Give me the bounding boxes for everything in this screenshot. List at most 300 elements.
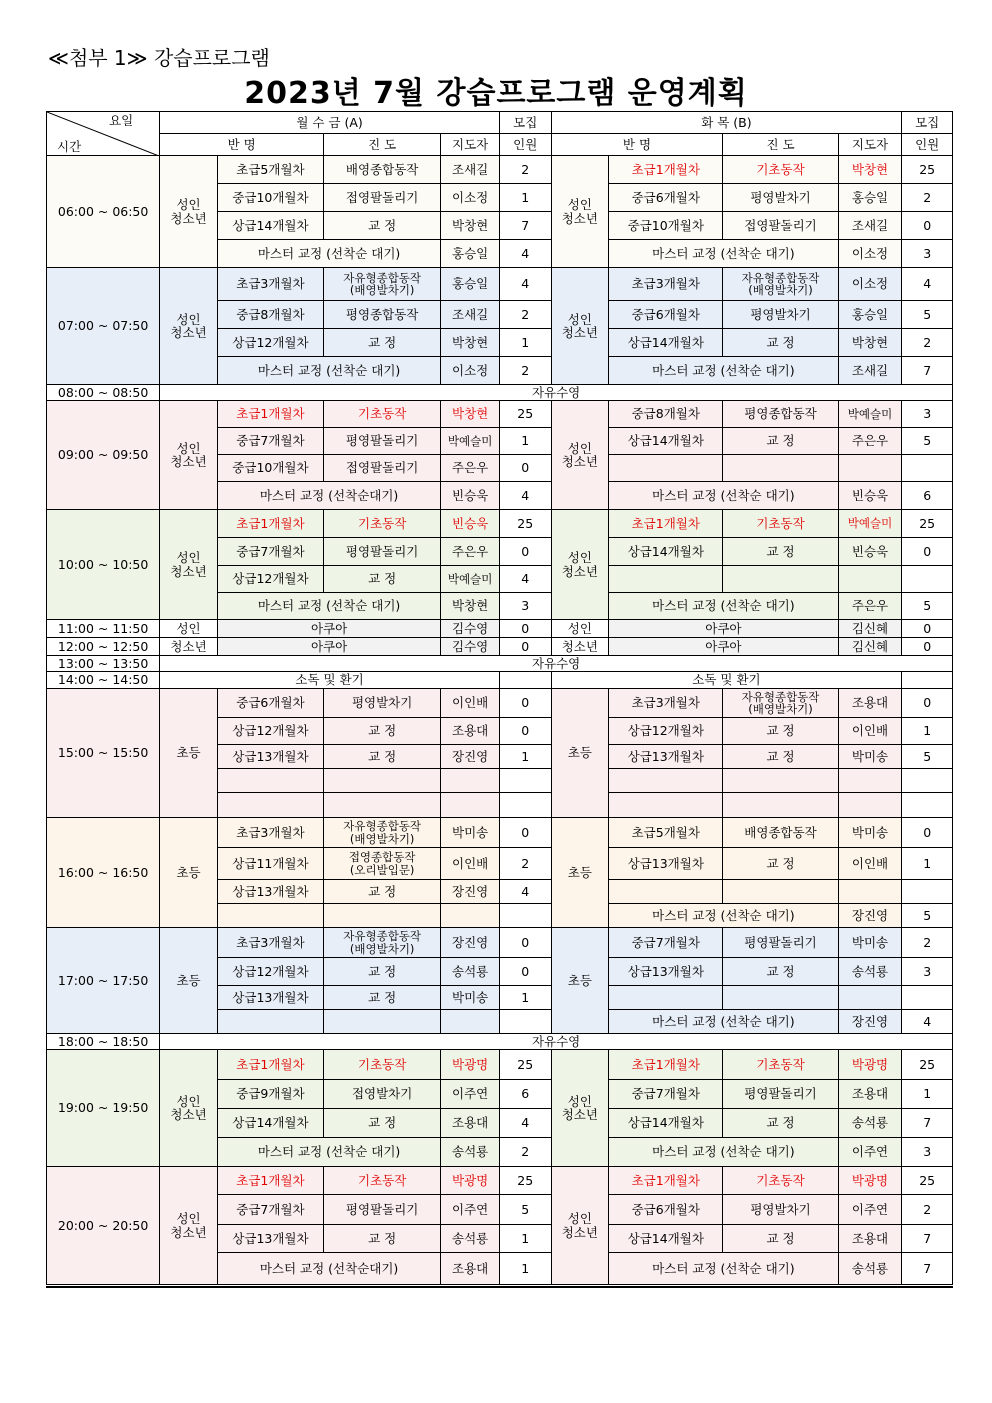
- aqua-class-b: 아쿠아: [609, 638, 839, 656]
- instructor-b: 주은우: [838, 593, 902, 620]
- class-name-b: 초급3개월차: [609, 689, 723, 718]
- recruit-count-b: 1: [902, 848, 953, 880]
- class-name-a: 상급11개월차: [217, 848, 323, 880]
- recruit-count-a: 0: [499, 538, 551, 566]
- master-class-b: 마스터 교정 (선착순 대기): [609, 1138, 839, 1167]
- progress-a: 평영팔돌리기: [324, 538, 441, 566]
- recruit-header-b: 모집: [902, 112, 953, 134]
- progress-a: 평영종합동작: [324, 301, 441, 329]
- progress-b: 배영종합동작: [723, 818, 838, 848]
- group-a: 초등: [160, 689, 218, 818]
- aqua-class-a: 아쿠아: [217, 638, 440, 656]
- recruit-count-b: 0: [902, 212, 953, 240]
- progress-a: 평영발차기: [324, 689, 441, 718]
- instructor-a: 조새길: [441, 156, 500, 184]
- instructor-b: [838, 986, 902, 1010]
- day-label: 요일: [109, 113, 134, 128]
- class-name-a: 초급5개월차: [217, 156, 323, 184]
- group-a: 초등: [160, 818, 218, 928]
- progress-b: [723, 986, 838, 1010]
- schedule-row: [47, 689, 953, 718]
- recruit-count-b: 5: [902, 593, 953, 620]
- recruit-count-a: 4: [499, 880, 551, 904]
- master-class-b: 마스터 교정 (선착순 대기): [609, 593, 839, 620]
- instructor-b: 송석룡: [838, 958, 902, 986]
- instructor-b: 송석룡: [838, 1253, 902, 1285]
- instructor-a: 조용대: [441, 1109, 500, 1138]
- instructor-b: 이인배: [838, 718, 902, 745]
- progress-a: 접영발차기: [324, 1080, 441, 1109]
- time-slot: 06:00 ~ 06:50: [47, 156, 160, 268]
- class-name-a: 상급13개월차: [217, 1225, 323, 1253]
- progress-b: 교 정: [723, 848, 838, 880]
- recruit-count-a: 25: [499, 1167, 551, 1195]
- class-name-a: 초급3개월차: [217, 268, 323, 301]
- class-name-a: [217, 904, 323, 928]
- master-class-a: 마스터 교정 (선착순 대기): [217, 240, 440, 268]
- instructor-a: 주은우: [441, 538, 500, 566]
- class-name-a: 상급12개월차: [217, 329, 323, 357]
- recruit-count-b: 25: [902, 510, 953, 538]
- recruit-count-b: [902, 769, 953, 793]
- instructor-b: 조용대: [838, 1225, 902, 1253]
- recruit-count-b: 3: [902, 1138, 953, 1167]
- progress-b: 교 정: [723, 538, 838, 566]
- instructor-b: 박창현: [838, 156, 902, 184]
- group-b: 초등: [551, 818, 609, 928]
- progress-a: 교 정: [324, 1225, 441, 1253]
- progress-a: 교 정: [324, 1109, 441, 1138]
- group-b: 성인 청소년: [551, 1167, 609, 1285]
- class-name-a: 초급3개월차: [217, 818, 323, 848]
- progress-a: 교 정: [324, 958, 441, 986]
- group-a: 성인: [160, 620, 218, 638]
- instructor-b: 장진영: [838, 904, 902, 928]
- progress-a: 교 정: [324, 880, 441, 904]
- progress-b: 기초동작: [723, 1167, 838, 1195]
- schedule-row: [47, 818, 953, 848]
- instructor-a: 홍승일: [441, 240, 500, 268]
- time-slot: 11:00 ~ 11:50: [47, 620, 160, 638]
- recruit-count-b: 2: [902, 329, 953, 357]
- progress-a: 평영팔돌리기: [324, 428, 441, 455]
- class-name-a: 중급10개월차: [217, 184, 323, 212]
- instructor-b: 이인배: [838, 848, 902, 880]
- progress-b: [723, 880, 838, 904]
- aqua-class-b: 아쿠아: [609, 620, 839, 638]
- instructor-a: 박광명: [441, 1167, 500, 1195]
- class-name-b: 초급1개월차: [609, 1167, 723, 1195]
- instructor-a: 빈승욱: [441, 482, 500, 510]
- recruit-count-a: [499, 1010, 551, 1034]
- instructor-a: 송석룡: [441, 1138, 500, 1167]
- time-slot: 18:00 ~ 18:50: [47, 1034, 160, 1050]
- class-name-b: 초급1개월차: [609, 510, 723, 538]
- progress-b: 교 정: [723, 958, 838, 986]
- instructor-b: [838, 769, 902, 793]
- instructor-a: 이소정: [441, 357, 500, 385]
- instructor-b: 이주연: [838, 1138, 902, 1167]
- class-name-b: 중급7개월차: [609, 1080, 723, 1109]
- class-name-b: 상급12개월차: [609, 718, 723, 745]
- class-name-b: 중급7개월차: [609, 928, 723, 958]
- instructor-b: 박미송: [838, 745, 902, 769]
- progress-a: [324, 793, 441, 818]
- instructor-a: 주은우: [441, 455, 500, 482]
- class-name-b: 중급10개월차: [609, 212, 723, 240]
- schedule-row: [47, 928, 953, 958]
- class-name-b: [609, 455, 723, 482]
- recruit-count-a: 0: [499, 689, 551, 718]
- recruit-count-a: 0: [499, 455, 551, 482]
- class-name-b: 상급14개월차: [609, 428, 723, 455]
- recruit-count-b: [902, 455, 953, 482]
- instructor-a: [441, 793, 500, 818]
- group-b: 초등: [551, 928, 609, 1034]
- master-class-a: 마스터 교정 (선착순 대기): [217, 593, 440, 620]
- progress-b: 기초동작: [723, 156, 838, 184]
- class-name-a: 중급7개월차: [217, 538, 323, 566]
- group-b: 청소년: [551, 638, 609, 656]
- time-slot: 17:00 ~ 17:50: [47, 928, 160, 1034]
- instructor-b: 박광명: [838, 1167, 902, 1195]
- class-name-a: 상급13개월차: [217, 986, 323, 1010]
- recruit-count-a: 0: [499, 718, 551, 745]
- class-header-b: 반 명: [551, 134, 723, 156]
- instructor-a: 장진영: [441, 928, 500, 958]
- progress-a: 기초동작: [324, 1167, 441, 1195]
- recruit-count-b: [902, 793, 953, 818]
- page-title: 2023년 7월 강습프로그램 운영계획: [244, 76, 748, 111]
- class-name-a: 중급7개월차: [217, 428, 323, 455]
- progress-b: [723, 455, 838, 482]
- progress-a: 접영팔돌리기: [324, 184, 441, 212]
- class-name-a: [217, 769, 323, 793]
- instructor-a: 박예슬미: [441, 566, 500, 593]
- bottom-rule: [46, 1286, 953, 1288]
- time-slot: 12:00 ~ 12:50: [47, 638, 160, 656]
- progress-b: [723, 769, 838, 793]
- class-name-b: [609, 793, 723, 818]
- progress-a: 교 정: [324, 566, 441, 593]
- instructor-a: [441, 1010, 500, 1034]
- recruit-count-a: 5: [499, 1195, 551, 1225]
- recruit-count-a: 0: [499, 638, 551, 656]
- progress-a: 접영종합동작 (오리발입문): [324, 848, 441, 880]
- instructor-a: 김수영: [441, 638, 500, 656]
- master-class-b: 마스터 교정 (선착순 대기): [609, 1253, 839, 1285]
- class-name-a: 상급13개월차: [217, 745, 323, 769]
- class-name-a: 중급8개월차: [217, 301, 323, 329]
- recruit-count-b: [902, 672, 953, 689]
- instructor-a: 조용대: [441, 1253, 500, 1285]
- group-a: 성인 청소년: [160, 1167, 218, 1285]
- instructor-b: 빈승욱: [838, 538, 902, 566]
- instructor-b: 장진영: [838, 1010, 902, 1034]
- recruit-count-b: 0: [902, 620, 953, 638]
- group-b: 초등: [551, 689, 609, 818]
- instructor-b: 박광명: [838, 1050, 902, 1080]
- class-name-a: 상급12개월차: [217, 958, 323, 986]
- instructor-a: 김수영: [441, 620, 500, 638]
- class-name-b: [609, 986, 723, 1010]
- class-name-a: 상급14개월차: [217, 1109, 323, 1138]
- instructor-a: 빈승욱: [441, 510, 500, 538]
- class-name-b: 중급6개월차: [609, 301, 723, 329]
- progress-b: 평영발차기: [723, 301, 838, 329]
- instructor-b: 박미송: [838, 928, 902, 958]
- class-name-b: [609, 769, 723, 793]
- group-a: 초등: [160, 928, 218, 1034]
- instructor-header-b: 지도자: [838, 134, 902, 156]
- group-b: 성인 청소년: [551, 401, 609, 510]
- schedule-row: [47, 510, 953, 538]
- instructor-a: 이주연: [441, 1195, 500, 1225]
- progress-b: 평영발차기: [723, 1195, 838, 1225]
- recruit-count-a: 4: [499, 482, 551, 510]
- time-slot: 10:00 ~ 10:50: [47, 510, 160, 620]
- instructor-a: 박창현: [441, 212, 500, 240]
- progress-b: 교 정: [723, 718, 838, 745]
- recruit-count-a: 25: [499, 401, 551, 428]
- progress-b: 평영팔돌리기: [723, 928, 838, 958]
- time-label: 시간: [57, 138, 82, 154]
- progress-a: 배영종합동작: [324, 156, 441, 184]
- class-name-a: 초급1개월차: [217, 510, 323, 538]
- instructor-b: 홍승일: [838, 184, 902, 212]
- free-swim-label: 자유수영: [160, 656, 953, 672]
- instructor-a: 이주연: [441, 1080, 500, 1109]
- recruit-count-b: 0: [902, 689, 953, 718]
- instructor-a: 조용대: [441, 718, 500, 745]
- recruit-count-b: 7: [902, 1253, 953, 1285]
- free-swim-row: [47, 385, 953, 401]
- class-name-b: 중급6개월차: [609, 184, 723, 212]
- instructor-b: 빈승욱: [838, 482, 902, 510]
- instructor-b: 김신혜: [838, 638, 902, 656]
- progress-a: 평영팔돌리기: [324, 1195, 441, 1225]
- class-name-b: 초급3개월차: [609, 268, 723, 301]
- recruit-count-b: [902, 986, 953, 1010]
- free-swim-label: 자유수영: [160, 1034, 953, 1050]
- class-name-b: 초급1개월차: [609, 156, 723, 184]
- progress-b: 평영팔돌리기: [723, 1080, 838, 1109]
- aqua-row: [47, 620, 953, 638]
- schedule-row: [47, 401, 953, 428]
- class-name-b: 중급6개월차: [609, 1195, 723, 1225]
- recruit-count-b: 0: [902, 638, 953, 656]
- recruit-count-a: [499, 904, 551, 928]
- instructor-a: 이소정: [441, 184, 500, 212]
- recruit-count-a: 0: [499, 928, 551, 958]
- master-class-a: 마스터 교정 (선착순대기): [217, 482, 440, 510]
- recruit-count-a: 1: [499, 184, 551, 212]
- class-name-a: 상급12개월차: [217, 718, 323, 745]
- group-a: 성인 청소년: [160, 156, 218, 268]
- instructor-b: 이주연: [838, 1195, 902, 1225]
- class-name-a: 중급7개월차: [217, 1195, 323, 1225]
- instructor-a: 이인배: [441, 689, 500, 718]
- progress-b: 평영발차기: [723, 184, 838, 212]
- schedule-table-wrap: [46, 111, 953, 1285]
- recruit-count-b: 5: [902, 904, 953, 928]
- recruit-count-a: 2: [499, 357, 551, 385]
- instructor-b: 주은우: [838, 428, 902, 455]
- recruit-count-a: 1: [499, 986, 551, 1010]
- class-name-a: 중급10개월차: [217, 455, 323, 482]
- header-row-2: [47, 134, 953, 156]
- progress-b: 교 정: [723, 1109, 838, 1138]
- recruit-count-a: 4: [499, 268, 551, 301]
- instructor-b: 조새길: [838, 212, 902, 240]
- recruit-header-a: 모집: [499, 112, 551, 134]
- recruit-count-b: 2: [902, 928, 953, 958]
- recruit-count-a: 3: [499, 593, 551, 620]
- instructor-b: [838, 880, 902, 904]
- recruit-count-a: 4: [499, 240, 551, 268]
- recruit-count-a: 0: [499, 958, 551, 986]
- recruit-count-a: 1: [499, 329, 551, 357]
- instructor-a: 박창현: [441, 401, 500, 428]
- progress-a: 접영팔돌리기: [324, 455, 441, 482]
- instructor-b: 박예슬미: [838, 401, 902, 428]
- progress-b: 교 정: [723, 329, 838, 357]
- recruit-count-b: 3: [902, 240, 953, 268]
- group-a: 청소년: [160, 638, 218, 656]
- master-class-a: 마스터 교정 (선착순 대기): [217, 357, 440, 385]
- instructor-header-a: 지도자: [441, 134, 500, 156]
- day-time-header: [47, 112, 160, 156]
- recruit-count-a: 2: [499, 848, 551, 880]
- recruit-count-a: 1: [499, 1225, 551, 1253]
- recruit-count-b: 2: [902, 1195, 953, 1225]
- recruit-count-a: 1: [499, 1253, 551, 1285]
- instructor-b: 홍승일: [838, 301, 902, 329]
- schedule-row: [47, 1050, 953, 1080]
- class-name-a: 초급1개월차: [217, 1050, 323, 1080]
- instructor-a: 장진영: [441, 880, 500, 904]
- instructor-b: [838, 566, 902, 593]
- instructor-a: 장진영: [441, 745, 500, 769]
- group-b: 성인 청소년: [551, 1050, 609, 1167]
- progress-a: 자유형종합동작 (배영발차기): [324, 928, 441, 958]
- recruit-count-b: 7: [902, 1109, 953, 1138]
- time-slot: 16:00 ~ 16:50: [47, 818, 160, 928]
- time-slot: 15:00 ~ 15:50: [47, 689, 160, 818]
- schedule-row: [47, 268, 953, 301]
- recruit-count-b: 5: [902, 301, 953, 329]
- recruit-count-b: 1: [902, 718, 953, 745]
- instructor-a: 이인배: [441, 848, 500, 880]
- group-a: 성인 청소년: [160, 1050, 218, 1167]
- disinfect-a: 소독 및 환기: [160, 672, 500, 689]
- free-swim-row: [47, 1034, 953, 1050]
- class-name-a: 상급13개월차: [217, 880, 323, 904]
- time-slot: 08:00 ~ 08:50: [47, 385, 160, 401]
- class-name-b: 중급8개월차: [609, 401, 723, 428]
- instructor-b: [838, 793, 902, 818]
- class-name-b: 상급13개월차: [609, 958, 723, 986]
- progress-b: 자유형종합동작 (배영발차기): [723, 268, 838, 301]
- instructor-a: 박예슬미: [441, 428, 500, 455]
- disinfect-b: 소독 및 환기: [551, 672, 902, 689]
- recruit-count-a: 2: [499, 1138, 551, 1167]
- recruit-count-a: 1: [499, 745, 551, 769]
- progress-b: 평영종합동작: [723, 401, 838, 428]
- master-class-a: 마스터 교정 (선착순 대기): [217, 1138, 440, 1167]
- recruit-count-b: 25: [902, 1050, 953, 1080]
- progress-b: [723, 566, 838, 593]
- progress-a: 교 정: [324, 718, 441, 745]
- class-name-b: 상급13개월차: [609, 745, 723, 769]
- progress-a: 교 정: [324, 986, 441, 1010]
- progress-a: 기초동작: [324, 401, 441, 428]
- class-header-a: 반 명: [160, 134, 324, 156]
- instructor-a: [441, 769, 500, 793]
- group-b: 성인: [551, 620, 609, 638]
- recruit-count-b: 5: [902, 428, 953, 455]
- recruit-count-b: 0: [902, 538, 953, 566]
- progress-a: 기초동작: [324, 1050, 441, 1080]
- progress-a: 자유형종합동작 (배영발차기): [324, 268, 441, 301]
- instructor-a: 박미송: [441, 818, 500, 848]
- progress-b: 자유형종합동작 (배영발차기): [723, 689, 838, 718]
- recruit-count-b: 7: [902, 1225, 953, 1253]
- progress-a: 교 정: [324, 329, 441, 357]
- disinfect-row: [47, 672, 953, 689]
- instructor-a: 홍승일: [441, 268, 500, 301]
- master-class-b: 마스터 교정 (선착순 대기): [609, 240, 839, 268]
- time-slot: 14:00 ~ 14:50: [47, 672, 160, 689]
- free-swim-row: [47, 656, 953, 672]
- recruit-count-b: 7: [902, 357, 953, 385]
- recruit-count-a: 2: [499, 301, 551, 329]
- class-name-b: 상급14개월차: [609, 1109, 723, 1138]
- progress-a: [324, 904, 441, 928]
- pool-b-header: 화 목 (B): [551, 112, 902, 134]
- recruit-count-b: 4: [902, 1010, 953, 1034]
- instructor-b: 김신혜: [838, 620, 902, 638]
- recruit-count-b: 1: [902, 1080, 953, 1109]
- progress-b: 기초동작: [723, 510, 838, 538]
- instructor-a: 박창현: [441, 593, 500, 620]
- recruit-count-a: [499, 672, 551, 689]
- class-name-b: 상급14개월차: [609, 329, 723, 357]
- count-header-a: 인원: [499, 134, 551, 156]
- class-name-a: [217, 793, 323, 818]
- progress-b: 교 정: [723, 428, 838, 455]
- attachment-label: ≪첨부 1≫ 강습프로그램: [48, 46, 270, 70]
- class-name-b: 초급5개월차: [609, 818, 723, 848]
- instructor-b: 이소정: [838, 268, 902, 301]
- progress-a: 교 정: [324, 212, 441, 240]
- master-class-b: 마스터 교정 (선착순 대기): [609, 357, 839, 385]
- master-class-b: 마스터 교정 (선착순 대기): [609, 904, 839, 928]
- recruit-count-a: 4: [499, 1109, 551, 1138]
- master-class-a: 마스터 교정 (선착순대기): [217, 1253, 440, 1285]
- class-name-a: 중급6개월차: [217, 689, 323, 718]
- instructor-b: 박창현: [838, 329, 902, 357]
- class-name-b: 상급14개월차: [609, 1225, 723, 1253]
- recruit-count-a: [499, 769, 551, 793]
- recruit-count-a: 0: [499, 620, 551, 638]
- header-row-1: [47, 112, 953, 134]
- group-b: 성인 청소년: [551, 510, 609, 620]
- progress-header-a: 진 도: [324, 134, 441, 156]
- recruit-count-a: 4: [499, 566, 551, 593]
- class-name-b: [609, 566, 723, 593]
- schedule-row: [47, 156, 953, 184]
